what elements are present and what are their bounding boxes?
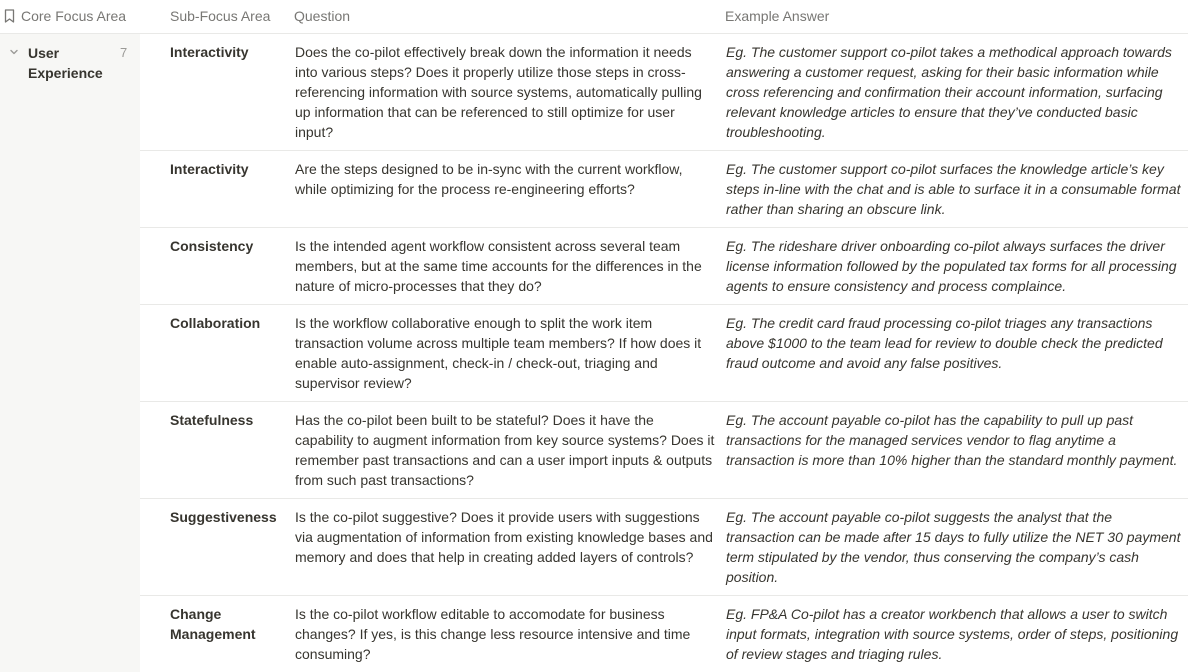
table-row[interactable] — [140, 228, 1188, 305]
bookmark-icon — [4, 9, 15, 23]
sub-focus-cell[interactable]: Collaboration — [170, 315, 261, 331]
answer-cell[interactable]: Eg. The account payable co-pilot suggests the analyst that the transaction can be made after 15 days to fully utilize the NET 30 payment term stipulated by the vendor, thus conserving the company’s cash position. — [726, 509, 1181, 585]
sub-focus-cell[interactable]: Change Management — [170, 606, 256, 642]
column-header-label: Example Answer — [725, 8, 830, 24]
answer-cell[interactable]: Eg. The customer support co-pilot takes a methodical approach towards answering a customer request, asking for their basic information while cross referencing and confirmation their account information, surfacing relevant knowledge articles to ensure that they’ve conducted basic troubleshooting. — [726, 44, 1172, 140]
table-row[interactable] — [140, 34, 1188, 151]
answer-cell[interactable]: Eg. The customer support co-pilot surfaces the knowledge article’s key steps in-line with the chat and is able to surface it in a consumable format rather than sharing an obscure link. — [726, 161, 1181, 217]
question-cell[interactable]: Does the co-pilot effectively break down the information it needs into various steps? Does it properly utilize those steps in cross-referencing information with source systems, automatically pulling up information that can be referenced to still optimize for user input? — [295, 44, 702, 140]
column-header-label: Core Focus Area — [21, 8, 127, 24]
question-cell[interactable]: Are the steps designed to be in-sync with the current workflow, while optimizing for the process re-engineering efforts? — [295, 161, 683, 197]
question-cell[interactable]: Is the co-pilot workflow editable to accomodate for business changes? If yes, is this change less resource intensive and time consuming? — [295, 606, 691, 662]
sub-focus-cell[interactable]: Suggestiveness — [170, 509, 277, 525]
table-header — [0, 0, 1188, 34]
table-row[interactable] — [140, 305, 1188, 402]
table-body — [140, 34, 1188, 672]
group-title: User Experience — [28, 45, 103, 81]
answer-cell[interactable]: Eg. The rideshare driver onboarding co-pilot always surfaces the driver license information followed by the populated tax forms for all processing agents to ensure consistency and process complaince. — [726, 238, 1177, 294]
question-cell[interactable]: Is the intended agent workflow consistent across several team members, but at the same time accounts for the differences in the nature of micro-processes that they do? — [295, 238, 702, 294]
chevron-down-icon[interactable] — [8, 46, 20, 58]
group-column — [0, 34, 140, 672]
group-count: 7 — [120, 45, 128, 60]
sub-focus-cell[interactable]: Interactivity — [170, 44, 249, 60]
column-header-sub-focus-area[interactable] — [170, 8, 270, 24]
answer-cell[interactable]: Eg. The account payable co-pilot has the capability to pull up past transactions for the managed services vendor to flag anytime a transaction is more than 10% higher than the standard monthly payment. — [726, 412, 1178, 468]
sub-focus-cell[interactable]: Interactivity — [170, 161, 249, 177]
table-row[interactable] — [140, 596, 1188, 672]
column-header-example-answer[interactable] — [725, 8, 829, 24]
question-cell[interactable]: Has the co-pilot been built to be stateful? Does it have the capability to augment information from key source systems? Does it remember past transactions and can a user import inputs & outputs from such past transactions? — [295, 412, 715, 488]
column-header-core-focus-area[interactable] — [4, 8, 126, 24]
sub-focus-cell[interactable]: Consistency — [170, 238, 254, 254]
group-toggle[interactable] — [8, 43, 112, 83]
question-cell[interactable]: Is the workflow collaborative enough to split the work item transaction volume across multiple team members? If how does it enable auto-assignment, check-in / check-out, triaging and supervisor review? — [295, 315, 702, 391]
table-row[interactable] — [140, 499, 1188, 596]
column-header-label: Sub-Focus Area — [170, 8, 271, 24]
table-row[interactable] — [140, 151, 1188, 228]
table-row[interactable] — [140, 402, 1188, 499]
question-cell[interactable]: Is the co-pilot suggestive? Does it provide users with suggestions via augmentation of information from existing knowledge bases and memory and does that help in creating added layers of controls? — [295, 509, 713, 565]
sub-focus-cell[interactable]: Statefulness — [170, 412, 254, 428]
column-header-label: Question — [294, 8, 351, 24]
answer-cell[interactable]: Eg. FP&A Co-pilot has a creator workbench that allows a user to switch input formats, integration with source systems, order of steps, positioning of review stages and triaging rules. — [726, 606, 1179, 662]
answer-cell[interactable]: Eg. The credit card fraud processing co-pilot triages any transactions above $1000 to the team lead for review to double check the predicted fraud outcome and avoid any false positives. — [726, 315, 1163, 371]
column-header-question[interactable] — [294, 8, 350, 24]
